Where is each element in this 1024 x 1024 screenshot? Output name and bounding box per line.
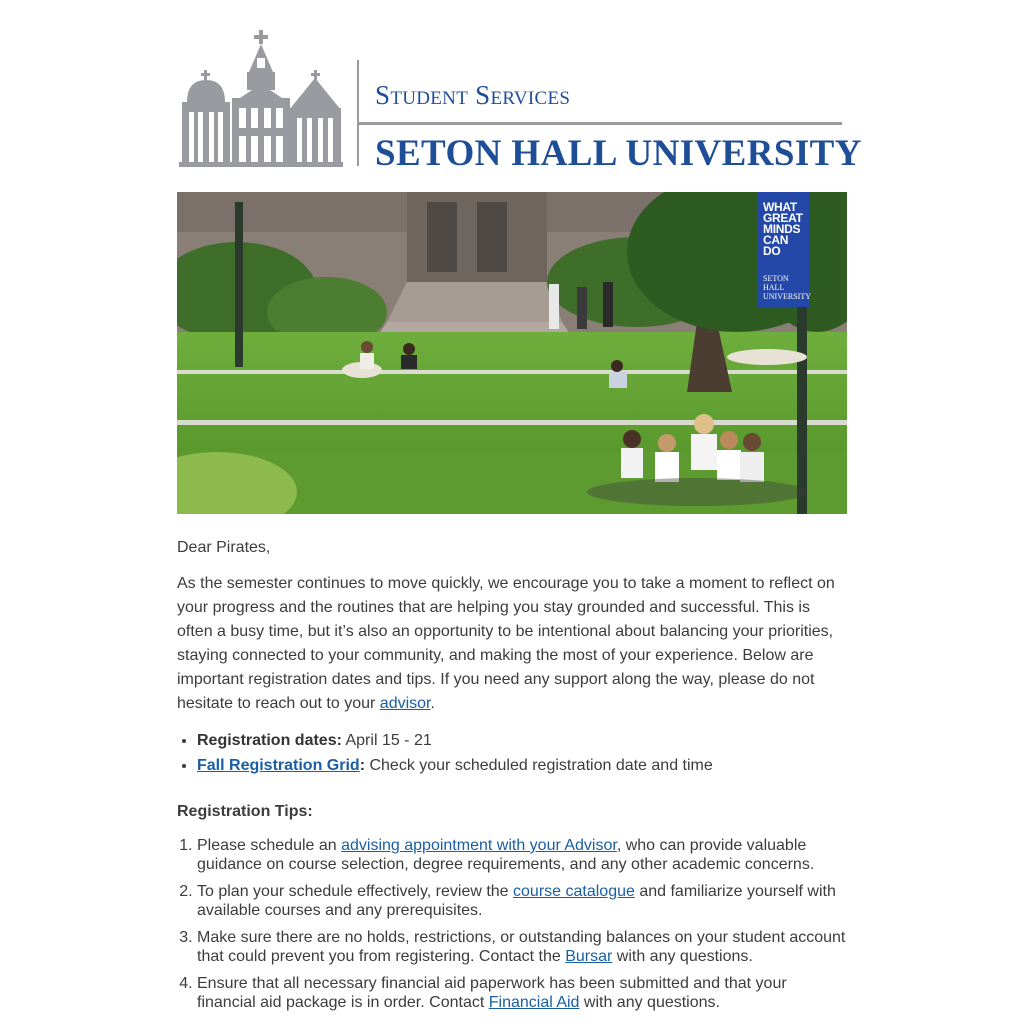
campus-photo-image <box>177 192 847 514</box>
intro-end: . <box>430 695 435 712</box>
list-item <box>197 928 847 966</box>
header-banner <box>177 0 862 192</box>
email-body <box>177 0 862 1020</box>
tip-text: and familiarize yourself with available courses and any prerequisites. <box>197 883 836 919</box>
greeting: Dear Pirates, <box>177 539 271 556</box>
campus-photo <box>177 192 847 514</box>
email-content <box>177 536 847 1012</box>
tip-text: with any questions. <box>612 948 753 965</box>
registration-dates-value: April 15 - 21 <box>341 732 432 749</box>
list-item <box>197 753 847 778</box>
registration-dates-label: Registration dates: <box>197 732 342 749</box>
financial-aid-link[interactable]: Financial Aid <box>488 994 580 1011</box>
tips-list <box>177 836 847 1012</box>
advisor-link[interactable]: advisor <box>379 695 431 712</box>
tips-heading: Registration Tips: <box>177 803 313 820</box>
registration-dates-list <box>177 728 847 778</box>
list-item <box>197 836 847 874</box>
grid-description: Check your scheduled registration date and time <box>365 757 713 774</box>
grid-colon: : <box>359 757 366 774</box>
list-item <box>197 728 847 753</box>
course-catalogue-link[interactable]: course catalogue <box>513 883 635 900</box>
tip-text: , who can provide valuable guidance on course selection, degree requirements, and any other academic concerns. <box>197 837 815 873</box>
tip-text: Make sure there are no holds, restrictions, or outstanding balances on your student account that could prevent you from registering. Contact the <box>197 929 846 965</box>
tip-text: Please schedule an <box>197 837 342 854</box>
hero-banner-slogan: WHAT GREAT MINDS CAN DO <box>763 200 803 258</box>
intro-text: As the semester continues to move quickly, we encourage you to take a moment to reflect on your progress and the routines that are helping you stay grounded and successful. This is often a busy time, but it’s also an opportunity to be intentional about balancing your priorities, staying connected to your community, and making the most of your experience. Below are important registration dates and tips. If you need any support along the way, please do not hesitate to reach out to your <box>177 575 835 712</box>
advising-appointment-link[interactable]: advising appointment with your Advisor <box>341 837 617 854</box>
department-name: Student Services <box>375 80 571 110</box>
hero-banner-logo: SETON HALL UNIVERSITY <box>763 274 811 301</box>
tip-text: Ensure that all necessary financial aid paperwork has been submitted and that your financial aid package is in order. Contact <box>197 975 787 1011</box>
bursar-link[interactable]: Bursar <box>565 948 613 965</box>
list-item <box>197 882 847 920</box>
list-item <box>197 974 847 1012</box>
tip-text: with any questions. <box>579 994 720 1011</box>
university-name: SETON HALL UNIVERSITY <box>375 133 862 174</box>
tip-text: To plan your schedule effectively, review the <box>197 883 514 900</box>
fall-registration-grid-link[interactable]: Fall Registration Grid <box>197 757 360 774</box>
intro-paragraph <box>177 572 847 716</box>
